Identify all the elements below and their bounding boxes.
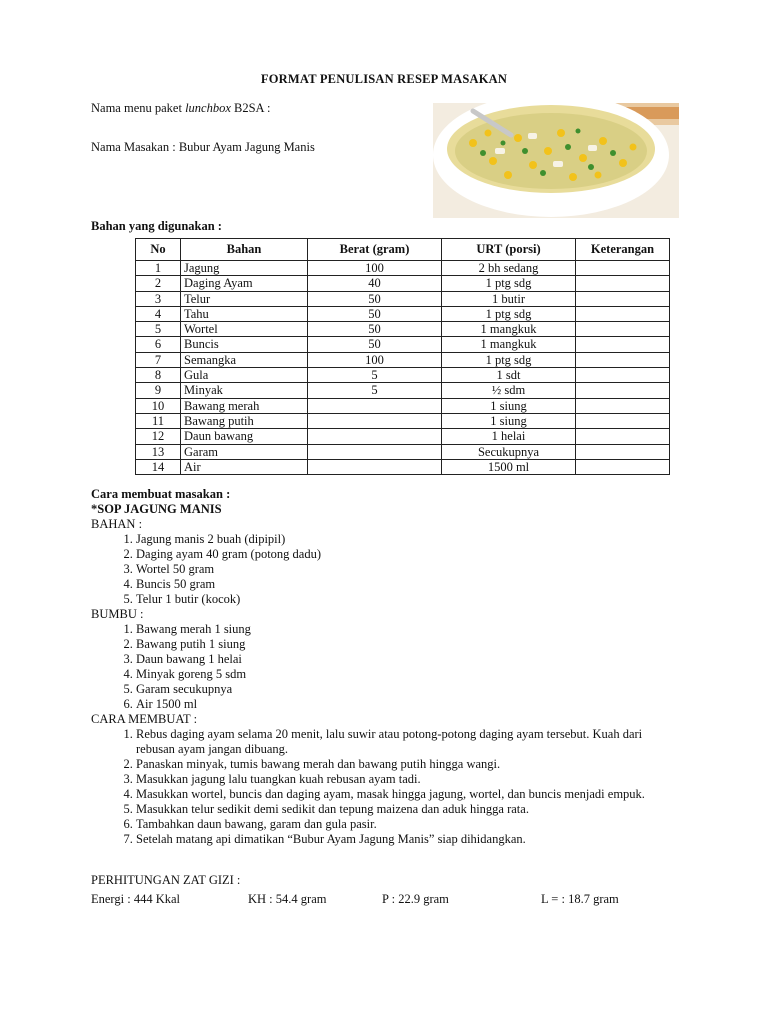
table-row	[136, 383, 670, 398]
list-item	[136, 667, 691, 682]
menu-suffix: B2SA :	[230, 101, 271, 115]
cell-no: 4	[136, 306, 181, 321]
cell-no: 5	[136, 322, 181, 337]
table-row	[136, 444, 670, 459]
cell-no: 14	[136, 459, 181, 474]
table-row	[136, 291, 670, 306]
list-item	[136, 832, 691, 847]
table-row	[136, 322, 670, 337]
list-item	[136, 727, 691, 757]
list-item-text: Buncis 50 gram	[136, 577, 216, 591]
cell-keterangan	[576, 398, 670, 413]
list-item-text: Air 1500 ml	[136, 697, 198, 711]
list-item	[136, 682, 691, 697]
nutrition-protein: P : 22.9 gram	[382, 892, 449, 906]
list-item-text: Panaskan minyak, tumis bawang merah dan bawang putih hingga wangi.	[136, 757, 501, 771]
table-row	[136, 368, 670, 383]
menu-name-line	[91, 101, 271, 116]
cell-berat	[308, 413, 442, 428]
menu-label: Nama menu paket	[91, 101, 186, 115]
cell-no: 11	[136, 413, 181, 428]
table-header-row	[136, 239, 670, 261]
list-item	[136, 787, 691, 802]
cell-bahan: Telur	[181, 291, 308, 306]
cell-keterangan	[576, 429, 670, 444]
dish-name-line: Nama Masakan : Bubur Ayam Jagung Manis	[91, 140, 315, 154]
list-item-text: Rebus daging ayam selama 20 menit, lalu suwir atau potong-potong daging ayam tersebut. Kuah dari rebusan ayam jangan dibuang.	[136, 727, 643, 756]
cell-berat: 50	[308, 322, 442, 337]
soup-bowl-photo	[433, 103, 679, 218]
cell-bahan: Jagung	[181, 261, 308, 276]
bumbu-label: BUMBU :	[91, 607, 144, 621]
cell-berat: 100	[308, 261, 442, 276]
cell-berat	[308, 429, 442, 444]
bahan-label: BAHAN :	[91, 517, 143, 531]
cell-urt: 1 mangkuk	[442, 337, 576, 352]
list-item	[136, 757, 691, 772]
cell-keterangan	[576, 261, 670, 276]
cell-no: 7	[136, 352, 181, 367]
ingredients-heading: Bahan yang digunakan :	[91, 219, 222, 233]
cara-list	[91, 727, 691, 847]
cell-no: 9	[136, 383, 181, 398]
cell-berat: 40	[308, 276, 442, 291]
list-item	[136, 802, 691, 817]
list-item-text: Masukkan wortel, buncis dan daging ayam, masak hingga jagung, wortel, dan buncis menjadi empuk.	[136, 787, 645, 801]
cell-berat	[308, 398, 442, 413]
cell-keterangan	[576, 444, 670, 459]
cell-urt: 1500 ml	[442, 459, 576, 474]
cell-berat: 5	[308, 368, 442, 383]
cell-bahan: Buncis	[181, 337, 308, 352]
cell-urt: 1 helai	[442, 429, 576, 444]
list-item-text: Jagung manis 2 buah (dipipil)	[136, 532, 286, 546]
list-item-text: Bawang putih 1 siung	[136, 637, 246, 651]
table-row	[136, 459, 670, 474]
table-row	[136, 429, 670, 444]
nutrition-lemak: L = : 18.7 gram	[541, 892, 619, 906]
cell-bahan: Minyak	[181, 383, 308, 398]
list-item	[136, 577, 691, 592]
cell-no: 12	[136, 429, 181, 444]
list-item-text: Masukkan jagung lalu tuangkan kuah rebusan ayam tadi.	[136, 772, 421, 786]
cell-bahan: Daun bawang	[181, 429, 308, 444]
cell-bahan: Bawang putih	[181, 413, 308, 428]
list-item-text: Garam secukupnya	[136, 682, 233, 696]
cell-bahan: Garam	[181, 444, 308, 459]
list-item	[136, 637, 691, 652]
table-row	[136, 276, 670, 291]
header-urt: URT (porsi)	[442, 239, 576, 261]
list-item	[136, 592, 691, 607]
cell-keterangan	[576, 337, 670, 352]
cell-keterangan	[576, 368, 670, 383]
cell-urt: 2 bh sedang	[442, 261, 576, 276]
cell-keterangan	[576, 352, 670, 367]
header-berat: Berat (gram)	[308, 239, 442, 261]
cell-berat: 100	[308, 352, 442, 367]
cell-urt: 1 mangkuk	[442, 322, 576, 337]
ingredients-table	[135, 238, 670, 475]
header-keterangan: Keterangan	[576, 239, 670, 261]
cell-berat: 50	[308, 291, 442, 306]
list-item-text: Minyak goreng 5 sdm	[136, 667, 247, 681]
list-item-text: Daging ayam 40 gram (potong dadu)	[136, 547, 322, 561]
cell-keterangan	[576, 276, 670, 291]
cell-no: 10	[136, 398, 181, 413]
soup-bowl-illustration	[433, 103, 679, 218]
list-item	[136, 622, 691, 637]
bumbu-list	[91, 622, 691, 712]
nutrition-energi: Energi : 444 Kkal	[91, 892, 180, 906]
cell-berat: 50	[308, 306, 442, 321]
list-item-text: Daun bawang 1 helai	[136, 652, 242, 666]
cell-no: 2	[136, 276, 181, 291]
table-row	[136, 261, 670, 276]
list-item-text: Bawang merah 1 siung	[136, 622, 251, 636]
header-no: No	[136, 239, 181, 261]
cell-bahan: Air	[181, 459, 308, 474]
cell-no: 8	[136, 368, 181, 383]
list-item-text: Tambahkan daun bawang, garam dan gula pasir.	[136, 817, 377, 831]
list-item	[136, 547, 691, 562]
header-bahan: Bahan	[181, 239, 308, 261]
cell-urt: 1 ptg sdg	[442, 306, 576, 321]
table-row	[136, 306, 670, 321]
cara-label: CARA MEMBUAT :	[91, 712, 198, 726]
cell-urt: 1 ptg sdg	[442, 276, 576, 291]
cell-urt: Secukupnya	[442, 444, 576, 459]
cell-bahan: Semangka	[181, 352, 308, 367]
list-item	[136, 772, 691, 787]
list-item	[136, 532, 691, 547]
cooking-section	[91, 487, 691, 847]
cell-keterangan	[576, 322, 670, 337]
bahan-list	[91, 532, 691, 607]
cell-urt: 1 sdt	[442, 368, 576, 383]
table-row	[136, 352, 670, 367]
cell-bahan: Wortel	[181, 322, 308, 337]
list-item-text: Wortel 50 gram	[136, 562, 215, 576]
cell-no: 1	[136, 261, 181, 276]
cell-urt: 1 butir	[442, 291, 576, 306]
cell-urt: 1 ptg sdg	[442, 352, 576, 367]
cell-urt: 1 siung	[442, 398, 576, 413]
list-item	[136, 697, 691, 712]
cell-berat: 5	[308, 383, 442, 398]
list-item-text: Telur 1 butir (kocok)	[136, 592, 241, 606]
list-item	[136, 562, 691, 577]
list-item	[136, 817, 691, 832]
cell-berat	[308, 444, 442, 459]
nutrition-heading: PERHITUNGAN ZAT GIZI :	[91, 873, 241, 887]
table-row	[136, 337, 670, 352]
cell-keterangan	[576, 383, 670, 398]
cell-berat	[308, 459, 442, 474]
list-item-text: Setelah matang api dimatikan “Bubur Ayam Jagung Manis” siap dihidangkan.	[136, 832, 526, 846]
list-item-text: Masukkan telur sedikit demi sedikit dan tepung maizena dan aduk hingga rata.	[136, 802, 529, 816]
cell-bahan: Bawang merah	[181, 398, 308, 413]
cell-berat: 50	[308, 337, 442, 352]
cell-bahan: Daging Ayam	[181, 276, 308, 291]
menu-italic: lunchbox	[185, 101, 231, 115]
cell-no: 6	[136, 337, 181, 352]
cell-bahan: Gula	[181, 368, 308, 383]
cell-urt: ½ sdm	[442, 383, 576, 398]
recipe-subheading: *SOP JAGUNG MANIS	[91, 502, 222, 516]
table-row	[136, 413, 670, 428]
cell-keterangan	[576, 413, 670, 428]
cell-no: 3	[136, 291, 181, 306]
cell-urt: 1 siung	[442, 413, 576, 428]
cell-bahan: Tahu	[181, 306, 308, 321]
cooking-heading: Cara membuat masakan :	[91, 487, 231, 501]
cell-no: 13	[136, 444, 181, 459]
cell-keterangan	[576, 306, 670, 321]
cell-keterangan	[576, 459, 670, 474]
cell-keterangan	[576, 291, 670, 306]
document-title: FORMAT PENULISAN RESEP MASAKAN	[260, 72, 508, 86]
nutrition-kh: KH : 54.4 gram	[248, 892, 327, 906]
table-row	[136, 398, 670, 413]
list-item	[136, 652, 691, 667]
